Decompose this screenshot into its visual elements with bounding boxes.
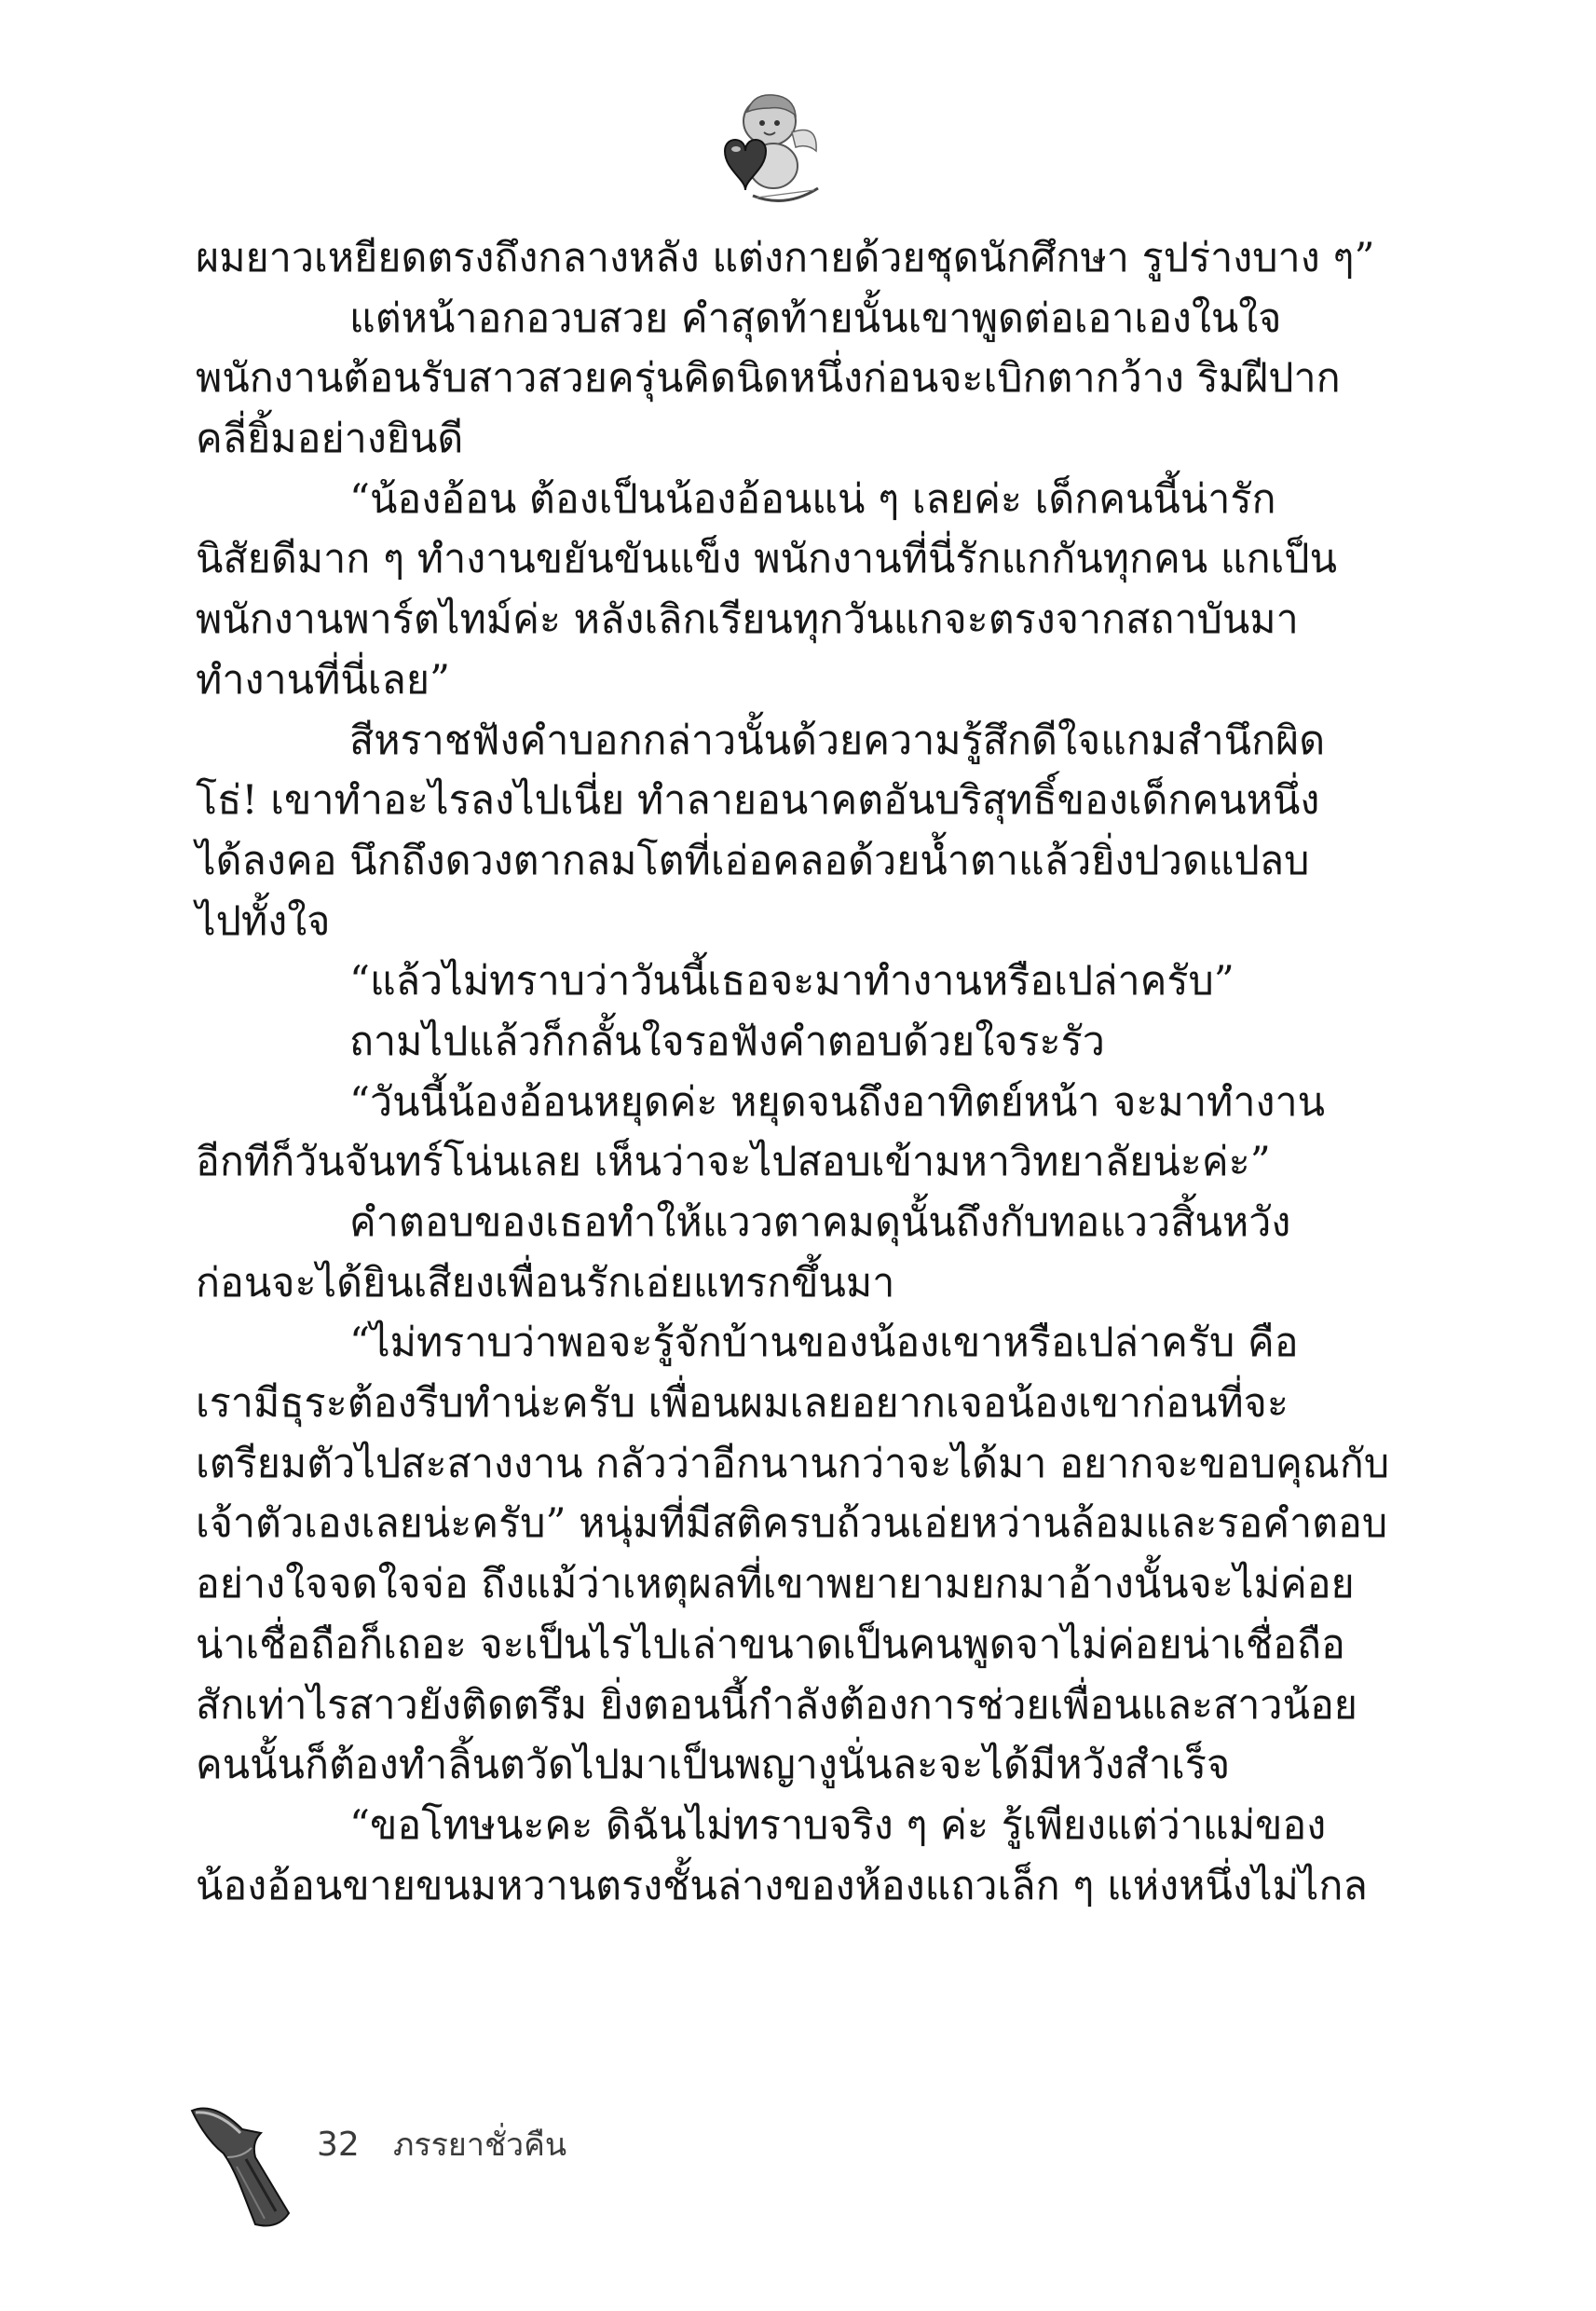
text-line: คลี่ยิ้มอย่างยินดี xyxy=(196,416,464,463)
chapter-body-text xyxy=(196,228,1418,1916)
text-line: “แล้วไม่ทราบว่าวันนี้เธอจะมาทำงานหรือเปล่าครับ” xyxy=(349,958,1235,1005)
text-line: คำตอบของเธอทำให้แววตาคมดุนั้นถึงกับทอแววสิ้นหวัง xyxy=(349,1199,1291,1246)
text-line: “วันนี้น้องอ้อนหยุดค่ะ หยุดจนถึงอาทิตย์หน้า จะมาทำงาน xyxy=(349,1078,1326,1126)
text-line: คนนั้นก็ต้องทำลิ้นตวัดไปมาเป็นพญางูนั่นละจะได้มีหวังสำเร็จ xyxy=(196,1742,1231,1789)
book-title: ภรรยาชั่วคืน xyxy=(393,2126,567,2164)
text-line: อย่างใจจดใจจ่อ ถึงแม้ว่าเหตุผลที่เขาพยายามยกมาอ้างนั้นจะไม่ค่อย xyxy=(196,1561,1355,1608)
text-line: แต่หน้าอกอวบสวย คำสุดท้ายนั้นเขาพูดต่อเอาเองในใจ xyxy=(349,294,1282,342)
text-line: สักเท่าไรสาวยังติดตรึม ยิ่งตอนนี้กำลังต้องการช่วยเพื่อนและสาวน้อย xyxy=(196,1681,1357,1729)
text-line: น้องอ้อนขายขนมหวานตรงชั้นล่างของห้องแถวเล็ก ๆ แห่งหนึ่งไม่ไกล xyxy=(196,1862,1368,1909)
text-line: เตรียมตัวไปสะสางงาน กลัวว่าอีกนานกว่าจะได้มา อยากจะขอบคุณกับ xyxy=(196,1440,1390,1487)
text-line: เจ้าตัวเองเลยน่ะครับ” หนุ่มที่มีสติครบถ้วนเอ่ยหว่านล้อมและรอคำตอบ xyxy=(196,1500,1388,1548)
text-line: พนักงานต้อนรับสาวสวยครุ่นคิดนิดหนึ่งก่อนจะเบิกตากว้าง ริมฝีปาก xyxy=(196,355,1341,403)
text-line: “น้องอ้อน ต้องเป็นน้องอ้อนแน่ ๆ เลยค่ะ เด็กคนนี้น่ารัก xyxy=(349,475,1276,523)
text-line: พนักงานพาร์ตไทม์ค่ะ หลังเลิกเรียนทุกวันแกจะตรงจากสถาบันมา xyxy=(196,596,1299,644)
page-number: 32 xyxy=(317,2126,360,2164)
text-line: ทำงานที่นี่เลย” xyxy=(196,656,450,704)
text-line: เรามีธุระต้องรีบทำน่ะครับ เพื่อนผมเลยอยากเจอน้องเขาก่อนที่จะ xyxy=(196,1380,1289,1428)
text-line: ไปทั้งใจ xyxy=(196,897,331,945)
text-line: อีกทีก็วันจันทร์โน่นเลย เห็นว่าจะไปสอบเข้ามหาวิทยาลัยน่ะค่ะ” xyxy=(196,1139,1271,1186)
text-line: ผมยาวเหยียดตรงถึงกลางหลัง แต่งกายด้วยชุดนักศึกษา รูปร่างบาง ๆ” xyxy=(196,235,1375,281)
text-line: ได้ลงคอ นึกถึงดวงตากลมโตที่เอ่อคลอด้วยน้ำตาแล้วยิ่งปวดแปลบ xyxy=(196,837,1310,884)
cloth-bag-icon xyxy=(186,2101,303,2232)
text-line: “ขอโทษนะคะ ดิฉันไม่ทราบจริง ๆ ค่ะ รู้เพียงแต่ว่าแม่ของ xyxy=(349,1801,1327,1849)
text-line: ถามไปแล้วก็กลั้นใจรอฟังคำตอบด้วยใจระรัว xyxy=(349,1018,1105,1065)
text-line: “ไม่ทราบว่าพอจะรู้จักบ้านของน้องเขาหรือเปล่าครับ คือ xyxy=(349,1320,1299,1367)
text-line: โธ่! เขาทำอะไรลงไปเนี่ย ทำลายอนาคตอันบริสุทธิ์ของเด็กคนหนึ่ง xyxy=(196,777,1320,825)
cupid-with-heart-icon xyxy=(688,86,827,212)
text-line: สีหราชฟังคำบอกกล่าวนั้นด้วยความรู้สึกดีใจแกมสำนึกผิด xyxy=(349,717,1326,764)
text-line: นิสัยดีมาก ๆ ทำงานขยันขันแข็ง พนักงานที่นี่รักแกกันทุกคน แกเป็น xyxy=(196,536,1337,583)
text-line: ก่อนจะได้ยินเสียงเพื่อนรักเอ่ยแทรกขึ้นมา xyxy=(196,1259,895,1306)
text-line: น่าเชื่อถือก็เถอะ จะเป็นไรไปเล่าขนาดเป็นคนพูดจาไม่ค่อยน่าเชื่อถือ xyxy=(196,1620,1345,1668)
page-footer xyxy=(186,2101,745,2232)
